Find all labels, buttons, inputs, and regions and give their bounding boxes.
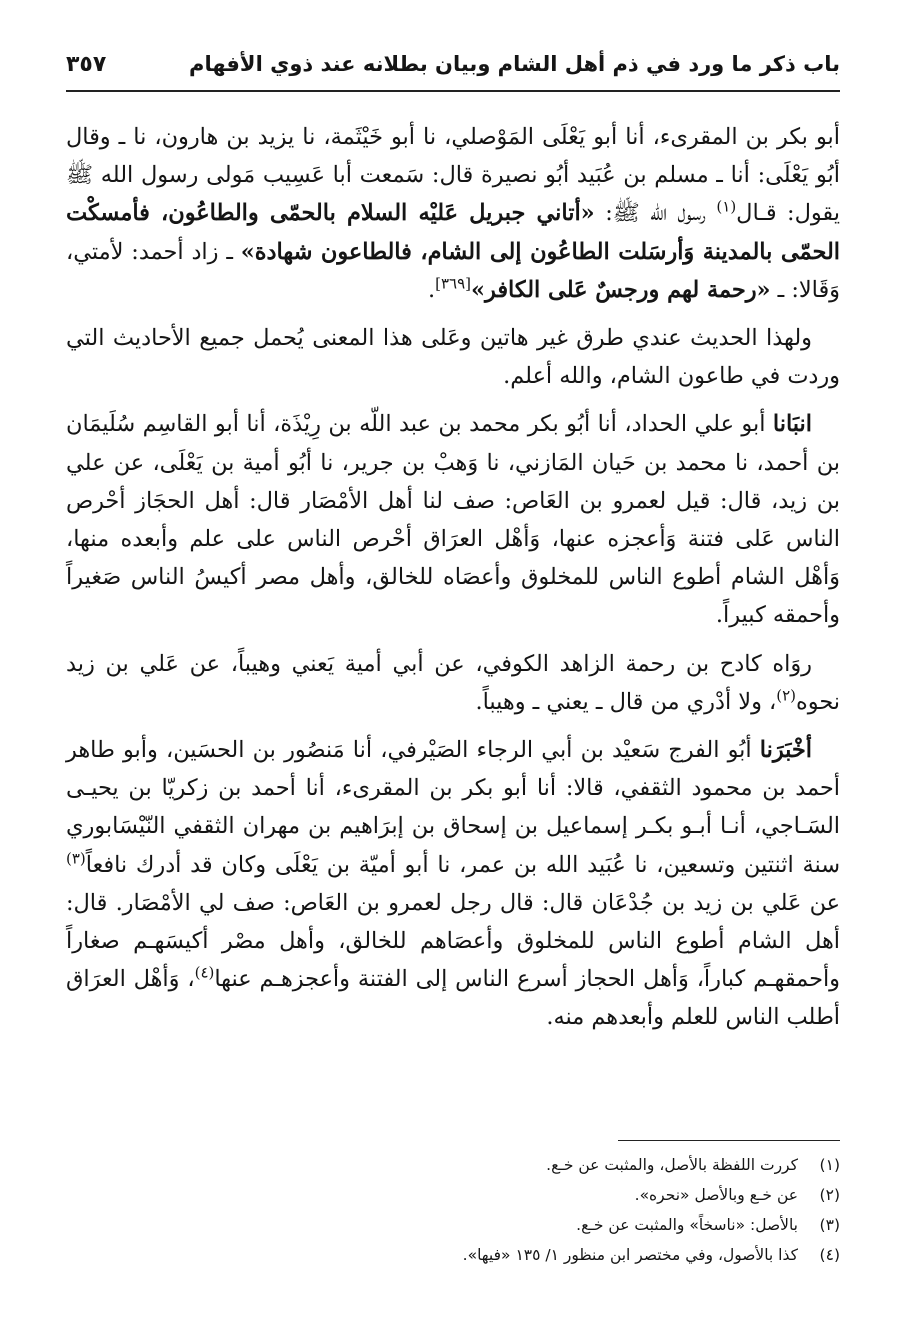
running-title: باب ذكر ما ورد في ذم أهل الشام وبيان بطلانه عند ذوي الأفهام bbox=[189, 52, 840, 76]
text-segment: أبو بكر بن المقرىء، أنا أبو يَعْلَى المَوْصلي، نا أبو خَيْثَمة، نا يزيد بن هارون، نا ـ وقال أبُو يَعْلَى: أنا ـ مسلم بن عُبَيد أبُو نصيرة قال: سَمعت أبا عَسِيب مَولى رسول الله ﷺ يقول: قـال bbox=[66, 124, 840, 227]
footnote bbox=[120, 1180, 840, 1210]
paragraph bbox=[66, 405, 840, 634]
text-segment: ، وَأهْل العرَاق أطلب الناس للعلم وأبعدهم منه. bbox=[66, 966, 840, 1031]
footnote bbox=[120, 1150, 840, 1180]
narration-keyword: انبَانا bbox=[772, 411, 812, 438]
footnote-reference: (٤) bbox=[194, 963, 215, 982]
hadith-quote: «رحمة لهم ورجسٌ عَلى الكافر» bbox=[470, 276, 771, 303]
header-rule bbox=[66, 90, 840, 92]
paragraph bbox=[66, 319, 840, 395]
footnote-reference: [٣٦٩] bbox=[435, 274, 471, 293]
main-text bbox=[66, 118, 840, 1047]
footnote-reference: (٣) bbox=[66, 849, 86, 868]
text-segment: رسول الله ﷺ: bbox=[594, 200, 717, 227]
text-segment: عن عَلي بن زيد بن جُدْعَان قال: قال رجل لعمرو بن العَاص: صف لي الأمْصَار. قال: أهل الشام أطوع الناس للمخلوق وأعصَاهم للخالق، وأهل مصْر أكيسَهـم صغاراً وأحمقهـم كباراً، وَأهل الحجاز أسرع الناس إلى الفتنة وأعجزهـم عنها bbox=[66, 889, 840, 993]
footnote bbox=[120, 1240, 840, 1270]
footnote-reference: (٢) bbox=[776, 686, 797, 705]
narration-keyword: أخْبَرَنا bbox=[759, 737, 812, 764]
paragraph bbox=[66, 118, 840, 309]
footnote bbox=[120, 1210, 840, 1240]
page-header bbox=[66, 46, 840, 92]
footnotes bbox=[120, 1150, 840, 1270]
footnote-number: (٣) bbox=[819, 1216, 840, 1234]
footnote-separator bbox=[618, 1140, 840, 1141]
hadith-quote: «أتاني جبريل عَليْه السلام بالحمّى والطاعُون، فأمسكْت الحمّى بالمدينة وَأرسَلت الطاعُون إلى الشام، فالطاعون شهادة» bbox=[66, 200, 840, 265]
text-segment: أبو علي الحداد، أنا أبُو بكر محمد بن عبد اللّه بن رِيْذَة، أنا أبو القاسِم سُلَيمَان بن أحمد، نا محمد بن حَيان المَازني، نا وَهبْ بن جرير، نا أبُو أمية بن يَعْلَى، عن علي بن زيد، قال: قيل لعمرو بن العَاص: صف لنا أهل الأمْصَار قال: أهل الحجَاز أحْرص الناس عَلى فتنة وَأعجزه عنها، وَأهْل العرَاق أحْرص الناس على علم وأبعده منها، وَأهْل الشام أطوع الناس للمخلوق وأعصَاه للخالق، وأهل مصر أكيسُ الناس صَغيراً وأحمقه كبيراً. bbox=[66, 411, 840, 629]
text-segment: ـ زاد أحمد: لأمتي، وَقَالا: ـ bbox=[66, 238, 840, 303]
text-segment: ، ولا أدْري من قال ـ يعني ـ وهيباً. bbox=[475, 688, 777, 715]
footnote-number: (٤) bbox=[819, 1246, 840, 1264]
footnote-text: كررت اللفظة بالأصل، والمثبت عن خـع. bbox=[546, 1156, 798, 1174]
paragraph bbox=[66, 645, 840, 721]
text-segment: روَاه كادح بن رحمة الزاهد الكوفي، عن أبي أمية يَعني وهيباً، عن عَلي بن زيد نحوه bbox=[66, 650, 840, 715]
footnote-number: (٢) bbox=[819, 1186, 840, 1204]
footnote-number: (١) bbox=[819, 1156, 840, 1174]
text-segment: . bbox=[427, 276, 436, 303]
text-segment: أبُو الفرج سَعيْد بن أبي الرجاء الصَيْرفي، أنا مَنصُور بن الحسَين، وأبو طاهر أحمد بن محمود الثقفي، قالا: أنا أبو بكر بن المقرىء، أنا أحمد بن زكريّا بن يحيـى السَـاجي، أنـا أبـو بكـر إسماعيل بن إسحاق بن إبرَاهيم بن مهران الثقفي النّيْسَابوري سنة اثنتين وتسعين، نا عُبَيد الله بن عمر، نا أبو أميّة بن يَعْلَى وكان قد أدرك نافعاً bbox=[66, 737, 840, 878]
paragraph bbox=[66, 731, 840, 1037]
footnote-text: بالأصل: «ناسخاً» والمثبت عن خـع. bbox=[576, 1216, 798, 1234]
footnote-reference: (١) bbox=[716, 197, 737, 216]
footnote-text: عن خـع وبالأصل «نحره». bbox=[634, 1186, 798, 1204]
footnote-text: كذا بالأصول، وفي مختصر ابن منظور ١/ ١٣٥ «فيها». bbox=[462, 1246, 798, 1264]
text-segment: ولهذا الحديث عندي طرق غير هاتين وعَلى هذا المعنى يُحمل جميع الأحاديث التي وردت في طاعون الشام، والله أعلم. bbox=[66, 325, 840, 390]
page-number: ٣٥٧ bbox=[66, 52, 107, 77]
